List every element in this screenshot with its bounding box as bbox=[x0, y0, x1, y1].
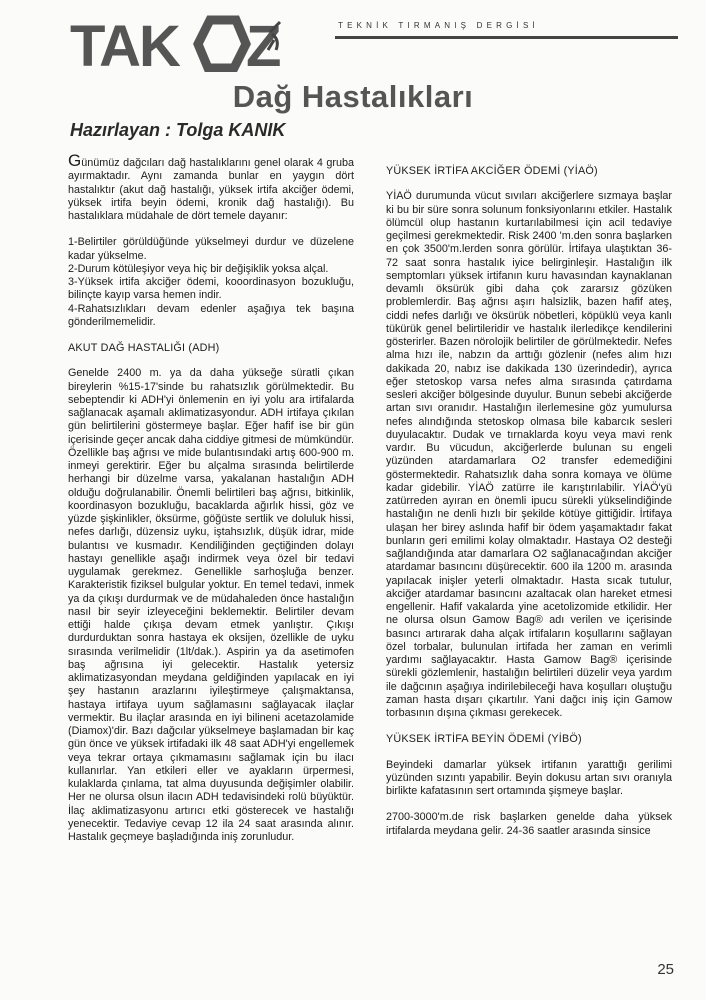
page-number: 25 bbox=[657, 961, 674, 978]
header-rule bbox=[335, 36, 678, 39]
section-heading-yiao: YÜKSEK İRTİFA AKCİĞER ÖDEMİ (YİAÖ) bbox=[386, 165, 598, 177]
left-column bbox=[68, 151, 354, 857]
intro-paragraph bbox=[68, 151, 354, 223]
section-heading-yibo: YÜKSEK İRTİFA BEYİN ÖDEMİ (YİBÖ) bbox=[386, 733, 582, 746]
section-heading-adh: AKUT DAĞ HASTALIĞI (ADH) bbox=[68, 342, 220, 354]
article-author: Hazırlayan : Tolga KANIK bbox=[70, 120, 286, 140]
rule-item: 4-Rahatsızlıkları devam edenler aşağıya tek başına gönderilmemelidir. bbox=[68, 302, 354, 328]
yibo-paragraph-1: Beyindeki damarlar yüksek irtifanın yarattığı gerilimi yüzünden sızıntı yapabilir. Beyin dokusu artan sıvı oranıyla birlikte kafatasının sert ortamında şişmeye başlar. bbox=[386, 758, 672, 797]
treatment-rules-list bbox=[68, 236, 354, 329]
article-title: Dağ Hastalıkları bbox=[232, 79, 474, 114]
rule-item: 2-Durum kötüleşiyor veya hiç bir değişiklik yoksa alçal. bbox=[68, 262, 329, 275]
svg-text:TAK: TAK bbox=[70, 14, 179, 72]
masthead bbox=[70, 14, 680, 74]
takoz-logo bbox=[70, 14, 285, 72]
rule-item: 1-Belirtiler görüldüğünde yükselmeyi durdur ve düzelene kadar yükselme. bbox=[68, 236, 354, 262]
magazine-tagline: TEKNİK TIRMANIŞ DERGİSİ bbox=[338, 21, 539, 30]
intro-text: ünümüz dağcıları dağ hastalıklarını genel olarak 4 gruba ayırmaktadır. Aynı zamanda bunlar en yaygın dört hastalıktır (akut dağ hastalığı, yüksek irtifa akciğer ödemi, yüksek irtifa beyin ödemi, kronik dağ hastalığı). Bu hastalıklara müdahale de dört temele dayanır: bbox=[68, 157, 354, 222]
svg-text:Z: Z bbox=[246, 14, 282, 72]
yibo-paragraph-2: 2700-3000'm.de risk başlarken genelde daha yüksek irtifalarda meydana gelir. 24-36 saatler arasında sinsice bbox=[386, 811, 672, 837]
adh-paragraph: Genelde 2400 m. ya da daha yükseğe süratli çıkan bireylerin %15-17'sinde bu rahatsızlık görülmektedir. Bu sebeptendir ki ADH'yi önlemenin en iyi yolu ara irtifalarda sağlanacak aşamalı aklimatizasyondur. ADH irtifaya çıkılan gün belirtilerini göstermeye başlar. Eğer hafif ise bir gün içerisinde geçer ancak daha ciddiye gitmesi de mümkündür. Özellikle baş ağrısı ve mide bulantısındaki artış 600-900 m. inmeyi gerektirir. Eğer bu alçalma sırasında belirtilerde herhangi bir düzelme varsa, yakalanan hastalığın ADH olduğu doğrulanabilir. Önemli belirtileri baş ağrısı, bitkinlik, koordinasyon bozukluğu, bacaklarda ağırlık hissi, göz ve yüzde şişkinlikler, öksürme, göğüste sertlik ve doluluk hissi, nefes darlığı, düzensiz uyku, iştahsızlık, düşük idrar, mide bulantısı ve kusmadır. Kendiliğinden geçtiğinden dolayı hastayı genellikle aşağı indirmek veya özel bir tedavi uygulamak gerekmez. Genellikle sarhoşluğa benzer. Karakteristik fiziksel bulgular yoktur. En temel tedavi, inmek ya da çıkışı durdurmak ve de müdahaleden önce hastalığın nasıl bir seyir izleyeceğini beklemektir. Belirtiler devam ettiği halde çıkışa devam etmek yanlıştır. Çıkışı durdurduktan sonra hastaya ek oksijen, özellikle de uyku sırasında verilmelidir (1lt/dak.). Aspirin ya da asetimofen baş ağrısına iyi gelecektir. Hastalık yetersiz aklimatizasyondan meydana geldiğinden yapılacak en iyi şey hastanın arazlarını iyileştirmeye çalışmaktansa, hastaya irtifaya uyum sağlamasını sağlayacak ilaçlar vermektir. Bu ilaçlar arasında en iyi bilineni acetazolamide (Diamox)'dir. Bazı dağcılar yükselmeye başlamadan bir kaç gün önce ve yüksek irtifadaki ilk 48 saat ADH'yi engellemek veya tekrar ortaya çıkmamasını sağlamak için bu ilacı kullanırlar. Yan etkileri eller ve ayakların ürpermesi, kulaklarda çınlama, tat alma duyusunda değişimler olabilir. Her ne olursa olsun ilacın ADH tedavisindeki rolü büyüktür. İlaç aklimatizasyonu artırıcı etki gösterecek ve hastalığı yenecektir. Tedaviye cevap 12 ila 24 saat arasında alınır. Hastalık geçmeye başladığında iniş zorunludur. bbox=[68, 367, 354, 843]
drop-cap: G bbox=[68, 151, 82, 170]
yiao-paragraph: YİAÖ durumunda vücut sıvıları akciğerlere sızmaya başlar ki bu bir süre sonra solunum fonksiyonlarını etkiler. Hastalık ölümcül olup hastanın kurtarılabilmesi için acil tedaviye geçilmesi gerekmektedir. Risk 2400 'm.den sonra başlarken en çok 3500'm.lerden sonra görülür. İrtifaya ulaştıktan 36-72 saat sonra hastalık iyice belirginleşir. Hastalığın ilk semptomları yüksek irtifanın kuru havasından kaynaklanan devamlı öksürük gibi daha çok zararsız gözüken problemlerdir. Baş ağrısı aşırı halsizlik, bazen hafif ateş, ciddi nefes darlığı ve öksürük nöbetleri, köpüklü veya kanlı tükürük genel belirtileridir ve hastalık ilerledikçe kendilerini gösterirler. Bazen nörolojik belirtiler de görülmektedir. Nefes alma hızı ile, nabzın da arttığı gözlenir (nefes alım hızı dakikada 20, nabız ise dakikada 130 üzerindedir), ayrıca eğer stetoskop varsa nefes alma sırasında çatırdama sesleri akciğer bölgesinde duyulur. Bunun sebebi akciğerde artan sıvı oranıdır. Hastalığın ilerlemesine göz yumulursa nefes alındığında stetoskop olmasa bile kabarcık sesleri duyulacaktır. Dudak ve tırnaklarda koyu veya mavi renk vardır. Bu vücudun, akciğerlerde bulunan su engeli yüzünden atardamarlara O2 transfer edemediğini göstermektedir. Rahatsızlık daha sonra komaya ve ölüme kadar gidebilir. YİAÖ zatürre ile karıştırılabilir. YİAÖ'yü zatürreden ayıran en önemli ipucu sürekli yükselindiğinde hastalığın ne denli hızlı bir şekilde kötüye gittiğidir. İrtifaya ulaşan her birey aslında hafif bir ödem yaşamaktadır fakat bunların geri emilimi kolay olmaktadır. Hastaya O2 desteği sağlandığında atar damarlara O2 sağlanacağından akciğer atardamar basıncını düşürecektir. 600 ila 1200 m. arasında yapılacak inişler yeterli olmaktadır. Hasta sıcak tutulur, akciğer atardamar basıncını azaltacak olan hareket etmesi engellenir. Hafif vakalarda yine acetolizomide etkilidir. Her ne olursa olsun Gamow Bag® adı verilen ve içerisinde basıncı artırarak daha alçak irtifaların koşullarını sağlayan özel torbalar, bulunulan irtifada her zaman en verimli yardımı sağlayacaktır. Hasta Gamow Bag® içerisinde sürekli gözlemlenir, hastalığın belirtileri düzelir veya yardım ile dağcının aşağıya indirilebileceği hava koşulları oluştuğu zaman hasta dışarı çıkartılır. Yani dağcı iniş için Gamow torbasının dışına çıkması gerekecek. bbox=[386, 190, 672, 719]
rule-item: 3-Yüksek irtifa akciğer ödemi, kooordinasyon bozukluğu, bilinçte kayıp varsa hemen indir. bbox=[68, 276, 354, 302]
right-column bbox=[386, 165, 672, 851]
